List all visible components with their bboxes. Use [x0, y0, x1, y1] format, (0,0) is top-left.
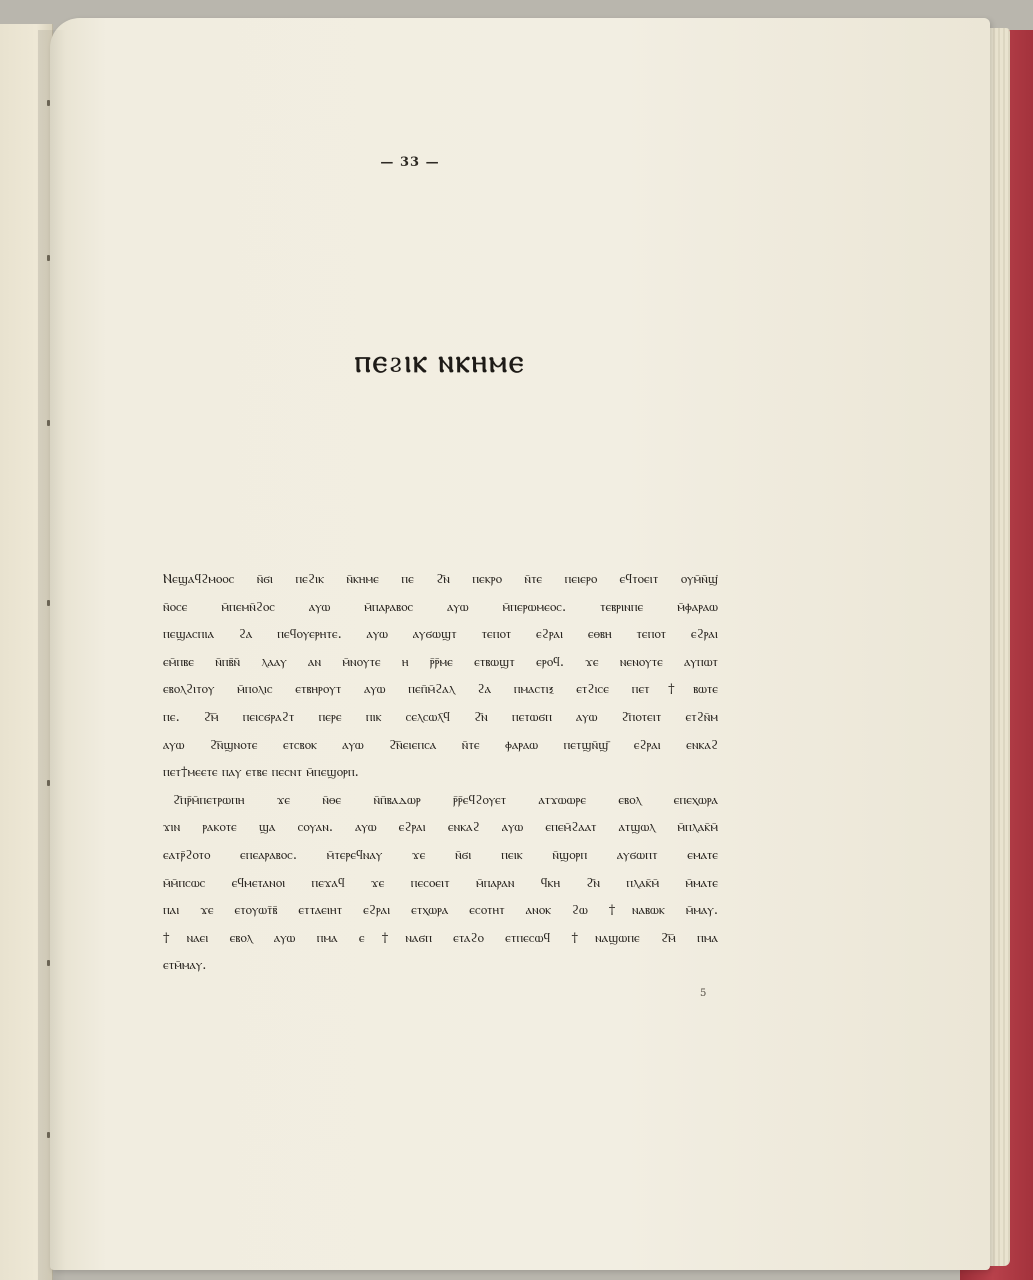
- gutter-shadow: [38, 30, 66, 1280]
- text-line: ⲉⲙ̄ⲡⲃⲉ ⲛ̄ⲡⲃ̄ⲛ̄ ⲗⲁⲁⲩ ⲁⲛ ⲙ̄ⲛⲟⲩⲧⲉ ⲏ ⲣ̄ⲣ̄ⲙⲉ ⲉⲧⲃⲱϣⲧ ⲉⲣⲟϥ. ϫⲉ ⲛⲉⲛⲟⲩⲧⲉ ⲁⲩⲡⲱⲧ: [163, 654, 718, 670]
- page-number: — 33 —: [380, 155, 440, 170]
- text-line: †ⲛⲁⲉⲓ ⲉⲃⲟⲗ ⲁⲩⲱ ⲡⲙⲁ ⲉ†ⲛⲁϭⲡ ⲉⲧⲁϩⲟ ⲉⲧⲡⲉⲥⲱϥ †ⲛⲁϣⲱⲡⲉ ϩ̄ⲙ̄ ⲡⲙⲁ: [163, 930, 718, 946]
- text-line: ϫⲓⲛ ⲣⲁⲕⲟⲧⲉ ϣⲁ ⲥⲟⲩⲁⲛ. ⲁⲩⲱ ⲉϩⲣⲁⲓ ⲉⲛⲕⲁϩ ⲁⲩⲱ ⲉⲡⲉⲙ̄ϩⲁⲁⲧ ⲁⲧϣⲱⲗ ⲙ̄ⲡⲗⲁⲕ̄ⲙ̄: [163, 820, 718, 836]
- text-line: ⲙ̄ⲙ̄ⲡⲥⲱⲥ ⲉϥⲙⲉⲧⲁⲛⲟⲓ ⲡⲉϫⲁϥ ϫⲉ ⲡⲉⲥⲟⲉⲓⲧ ⲙ̄ⲡⲁⲣⲁⲛ ϥⲕⲏ ϩ̄ⲛ ⲡⲗⲁⲕ̄ⲙ̄ ⲙ̄ⲙⲁⲧⲉ: [163, 875, 718, 891]
- text-line: ⲉⲃⲟⲗϩⲓⲧⲟⲩ ⲙ̄ⲡⲟⲗⲓⲥ ⲉⲧⲃⲏⲣⲟⲩⲧ ⲁⲩⲱ ⲡⲉⲡ̄ⲙ̄ϩⲁⲗ ϩⲁ ⲡⲙⲁⲥⲧⲓⲝ ⲉⲧϩⲓⲥⲉ ⲡⲉⲧ†ⲃⲱⲧⲉ: [163, 682, 718, 698]
- text-line: ⲡⲉϣⲁⲥⲡⲓⲁ ϩⲁ ⲡⲉϥⲟⲩⲉⲣⲏⲧⲉ. ⲁⲩⲱ ⲁⲩϭⲱϣⲧ ⲧⲉⲡⲟⲧ ⲉϩⲣⲁⲓ ⲉⲑⲃⲏ ⲧⲉⲡⲟⲧ ⲉϩⲣⲁⲓ: [163, 627, 718, 643]
- text-line: ϩ̄ⲡⲣ̄ⲙ̄ⲡⲉⲧⲣⲱⲡⲏ ϫⲉ ⲛ̄ⲑⲉ ⲛ̄ⲡ̄ⲃⲁⲇⲱⲣ ⲣ̄ⲣ̄ⲉϥϩⲟⲩⲉⲧ ⲁⲧϫⲱⲱⲣⲉ ⲉⲃⲟⲗ ⲉⲡⲉⲭⲱⲣⲁ: [173, 792, 718, 808]
- binding-stitch: [47, 255, 50, 261]
- binding-stitch: [47, 100, 50, 106]
- paragraph-2: [163, 787, 718, 980]
- binding-stitch: [47, 1132, 50, 1138]
- binding-stitch: [47, 600, 50, 606]
- text-line: ⲡⲉⲧ†ⲙⲉⲉⲧⲉ ⲡⲁⲩ ⲉⲧⲃⲉ ⲡⲉⲥⲛⲧ ⲙ̄ⲡⲉϣⲟⲣⲡ.: [163, 765, 359, 781]
- text-line: ⲁⲩⲱ ϩ̄ⲛ̄ϣⲛⲟⲧⲉ ⲉⲧⲥⲃⲟⲕ ⲁⲩⲱ ϩ̄ⲛ̄ⲉⲓⲉⲡⲥⲁ ⲛ̄ⲧⲉ ⲫⲁⲣⲁⲱ ⲡⲉⲧϣⲛ̄ϣ̄ ⲉϩⲣⲁⲓ ⲉⲛⲕⲁϩ: [163, 737, 718, 753]
- chapter-title: ⲠⲈϨⲒⲔ ⲚⲔⲎⲘⲈ: [354, 352, 526, 378]
- binding-stitch: [47, 960, 50, 966]
- text-line: ⲉⲁⲧⲣ̄ϩⲟⲧⲟ ⲉⲡⲉⲁⲣⲁⲃⲟⲥ. ⲙ̄ⲧⲉⲣⲉϥⲛⲁⲩ ϫⲉ ⲛ̄ϭⲓ ⲡⲉⲓⲕ ⲛ̄ϣⲟⲣⲡ ⲁⲩϭⲱⲡⲧ ⲉⲙⲁⲧⲉ: [163, 847, 718, 863]
- binding-stitch: [47, 780, 50, 786]
- text-line: ⲡⲉ. ϩ̄ⲙ̄ ⲡⲉⲓⲥϭⲣⲁϩⲧ ⲡⲉⲣⲉ ⲡⲓⲕ ⲥⲉⲗⲥⲱⲗ̄ϥ ϩ̄ⲛ ⲡⲉⲧⲱϭⲡ ⲁⲩⲱ ϩ̄ⲡⲟⲧⲉⲓⲧ ⲉⲧϩⲛ̄ⲙ: [163, 709, 718, 725]
- text-line: ⲉⲧⲙ̄ⲙⲁⲩ.: [163, 958, 207, 974]
- text-line: Ⲛⲉϣⲁϥϩⲙⲟⲟⲥ ⲛ̄ϭⲓ ⲡⲉϩⲓⲕ ⲛ̄ⲕⲏⲙⲉ ⲡⲉ ϩ̄ⲛ ⲡⲉⲕⲣⲟ ⲛ̄ⲧⲉ ⲡⲉⲓⲉⲣⲟ ⲉϥⲧⲟⲉⲓⲧ ⲟⲩⲙ̄ⲛ̄ϣ̄: [163, 572, 718, 587]
- text-line: ⲛ̄ⲟⲥⲉ ⲙ̄ⲡⲉⲙⲛ̄ϩⲟⲥ ⲁⲩⲱ ⲙ̄ⲡⲁⲣⲁⲃⲟⲥ ⲁⲩⲱ ⲙ̄ⲡⲉⲣⲱⲙⲉⲟⲥ. ⲧⲉⲃⲣⲓⲛⲡⲉ ⲙ̄ⲫⲁⲣⲁⲱ: [163, 599, 718, 615]
- body-text: [163, 566, 718, 980]
- text-line: ⲡⲁⲓ ϫⲉ ⲉⲧⲟⲩⲱⲧ̄ⲃ̄ ⲉⲧⲧⲁⲉⲓⲏⲧ ⲉϩⲣⲁⲓ ⲉⲧⲭⲱⲣⲁ ⲉⲥⲟⲧⲏⲧ ⲁⲛⲟⲕ ϩⲱ †ⲛⲁⲃⲱⲕ ⲙ̄ⲙⲁⲩ.: [163, 903, 718, 919]
- signature-mark: 5: [700, 988, 707, 999]
- paragraph-1: [163, 566, 718, 787]
- binding-stitch: [47, 420, 50, 426]
